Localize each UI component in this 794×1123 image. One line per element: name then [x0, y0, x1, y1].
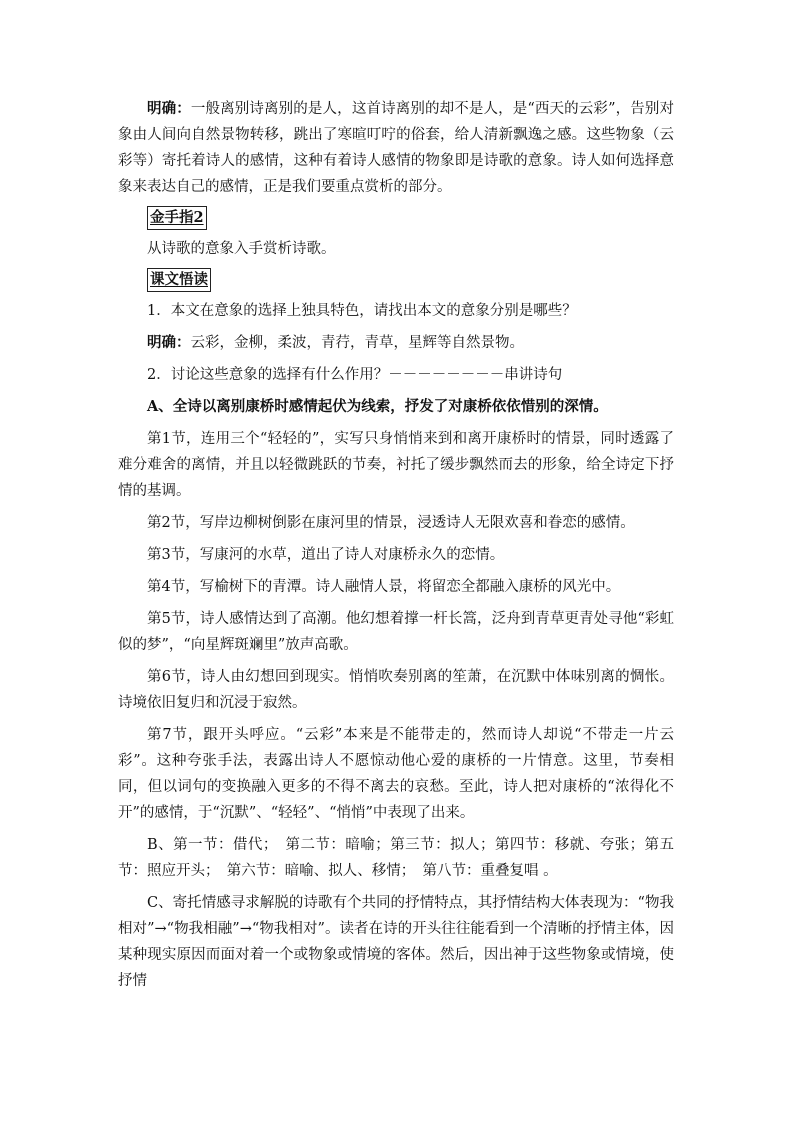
question-2: 2．讨论这些意象的选择有什么作用？－－－－－－－－串讲诗句	[147, 367, 563, 383]
paragraph-approach: 从诗歌的意象入手赏析诗歌。	[147, 241, 336, 257]
section-heading-golden-finger: 金手指2	[147, 206, 207, 230]
point-b: B、第一节：借代； 第二节：暗喻；第三节：拟人；第四节：移就、夸张；第五节：照应开头； 第六节：暗喻、拟人、移情； 第八节：重叠复唱 。	[118, 837, 674, 879]
paragraph-intro	[118, 96, 674, 200]
stanza-1-analysis: 第1节，连用三个“轻轻的”，实写只身悄悄来到和离开康桥时的情景，同时透露了难分难舍的离情，并且以轻微跳跃的节奏，衬托了缓步飘然而去的形象，给全诗定下抒情的基调。	[118, 431, 674, 499]
answer-label: 明确：	[147, 100, 191, 117]
stanza-6-analysis: 第6节，诗人由幻想回到现实。悄悄吹奏别离的笙萧，在沉默中体味别离的惆怅。诗境依旧复归和沉浸于寂然。	[118, 669, 674, 711]
stanza-3-analysis: 第3节，写康河的水草，道出了诗人对康桥永久的恋情。	[147, 547, 505, 563]
stanza-5-analysis: 第5节，诗人感情达到了高潮。他幻想着撑一杆长篙，泛舟到青草更青处寻他“彩虹似的梦”，“向星辉斑斓里”放声高歌。	[118, 611, 674, 653]
stanza-7-analysis: 第7节，跟开头呼应。“云彩”本来是不能带走的，然而诗人却说“不带走一片云彩”。这种夸张手法，表露出诗人不愿惊动他心爱的康桥的一片情意。这里，节奏相同，但以词句的变换融入更多的不得不离去的哀愁。至此，诗人把对康桥的“浓得化不开”的感情，于“沉默”、“轻轻”、“悄悄”中表现了出来。	[118, 727, 674, 821]
point-c: C、寄托情感寻求解脱的诗歌有个共同的抒情特点，其抒情结构大体表现为：“物我相对”→“物我相融”→“物我相对”。读者在诗的开头往往能看到一个清晰的抒情主体，因某种现实原因而面对着一个或物象或情境的客体。然后，因出神于这些物象或情境，使抒情	[118, 895, 674, 989]
document-body	[118, 96, 674, 1000]
point-a-heading: A、全诗以离别康桥时感情起伏为线索，抒发了对康桥依依惜别的深情。	[147, 398, 608, 415]
question-1: 1．本文在意象的选择上独具特色，请找出本文的意象分别是哪些？	[147, 303, 577, 319]
answer-1	[118, 330, 674, 356]
section-heading-text-reading: 课文悟读	[147, 268, 211, 292]
answer-label: 明确：	[147, 334, 191, 351]
stanza-4-analysis: 第4节，写榆树下的青潭。诗人融情人景，将留恋全都融入康桥的风光中。	[147, 579, 621, 595]
intro-text: 一般离别诗离别的是人，这首诗离别的却不是人，是“西天的云彩”，告别对象由人间向自然景物转移，跳出了寒暄叮咛的俗套，给人清新飘逸之感。这些物象（云彩等）寄托着诗人的感情，这种有着诗人感情的物象即是诗歌的意象。诗人如何选择意象来表达自己的感情，正是我们要重点赏析的部分。	[118, 101, 674, 195]
stanza-2-analysis: 第2节，写岸边柳树倒影在康河里的情景，浸透诗人无限欢喜和眷恋的感情。	[147, 515, 635, 531]
answer-1-text: 云彩，金柳，柔波，青荇，青草，星辉等自然景物。	[190, 335, 524, 351]
